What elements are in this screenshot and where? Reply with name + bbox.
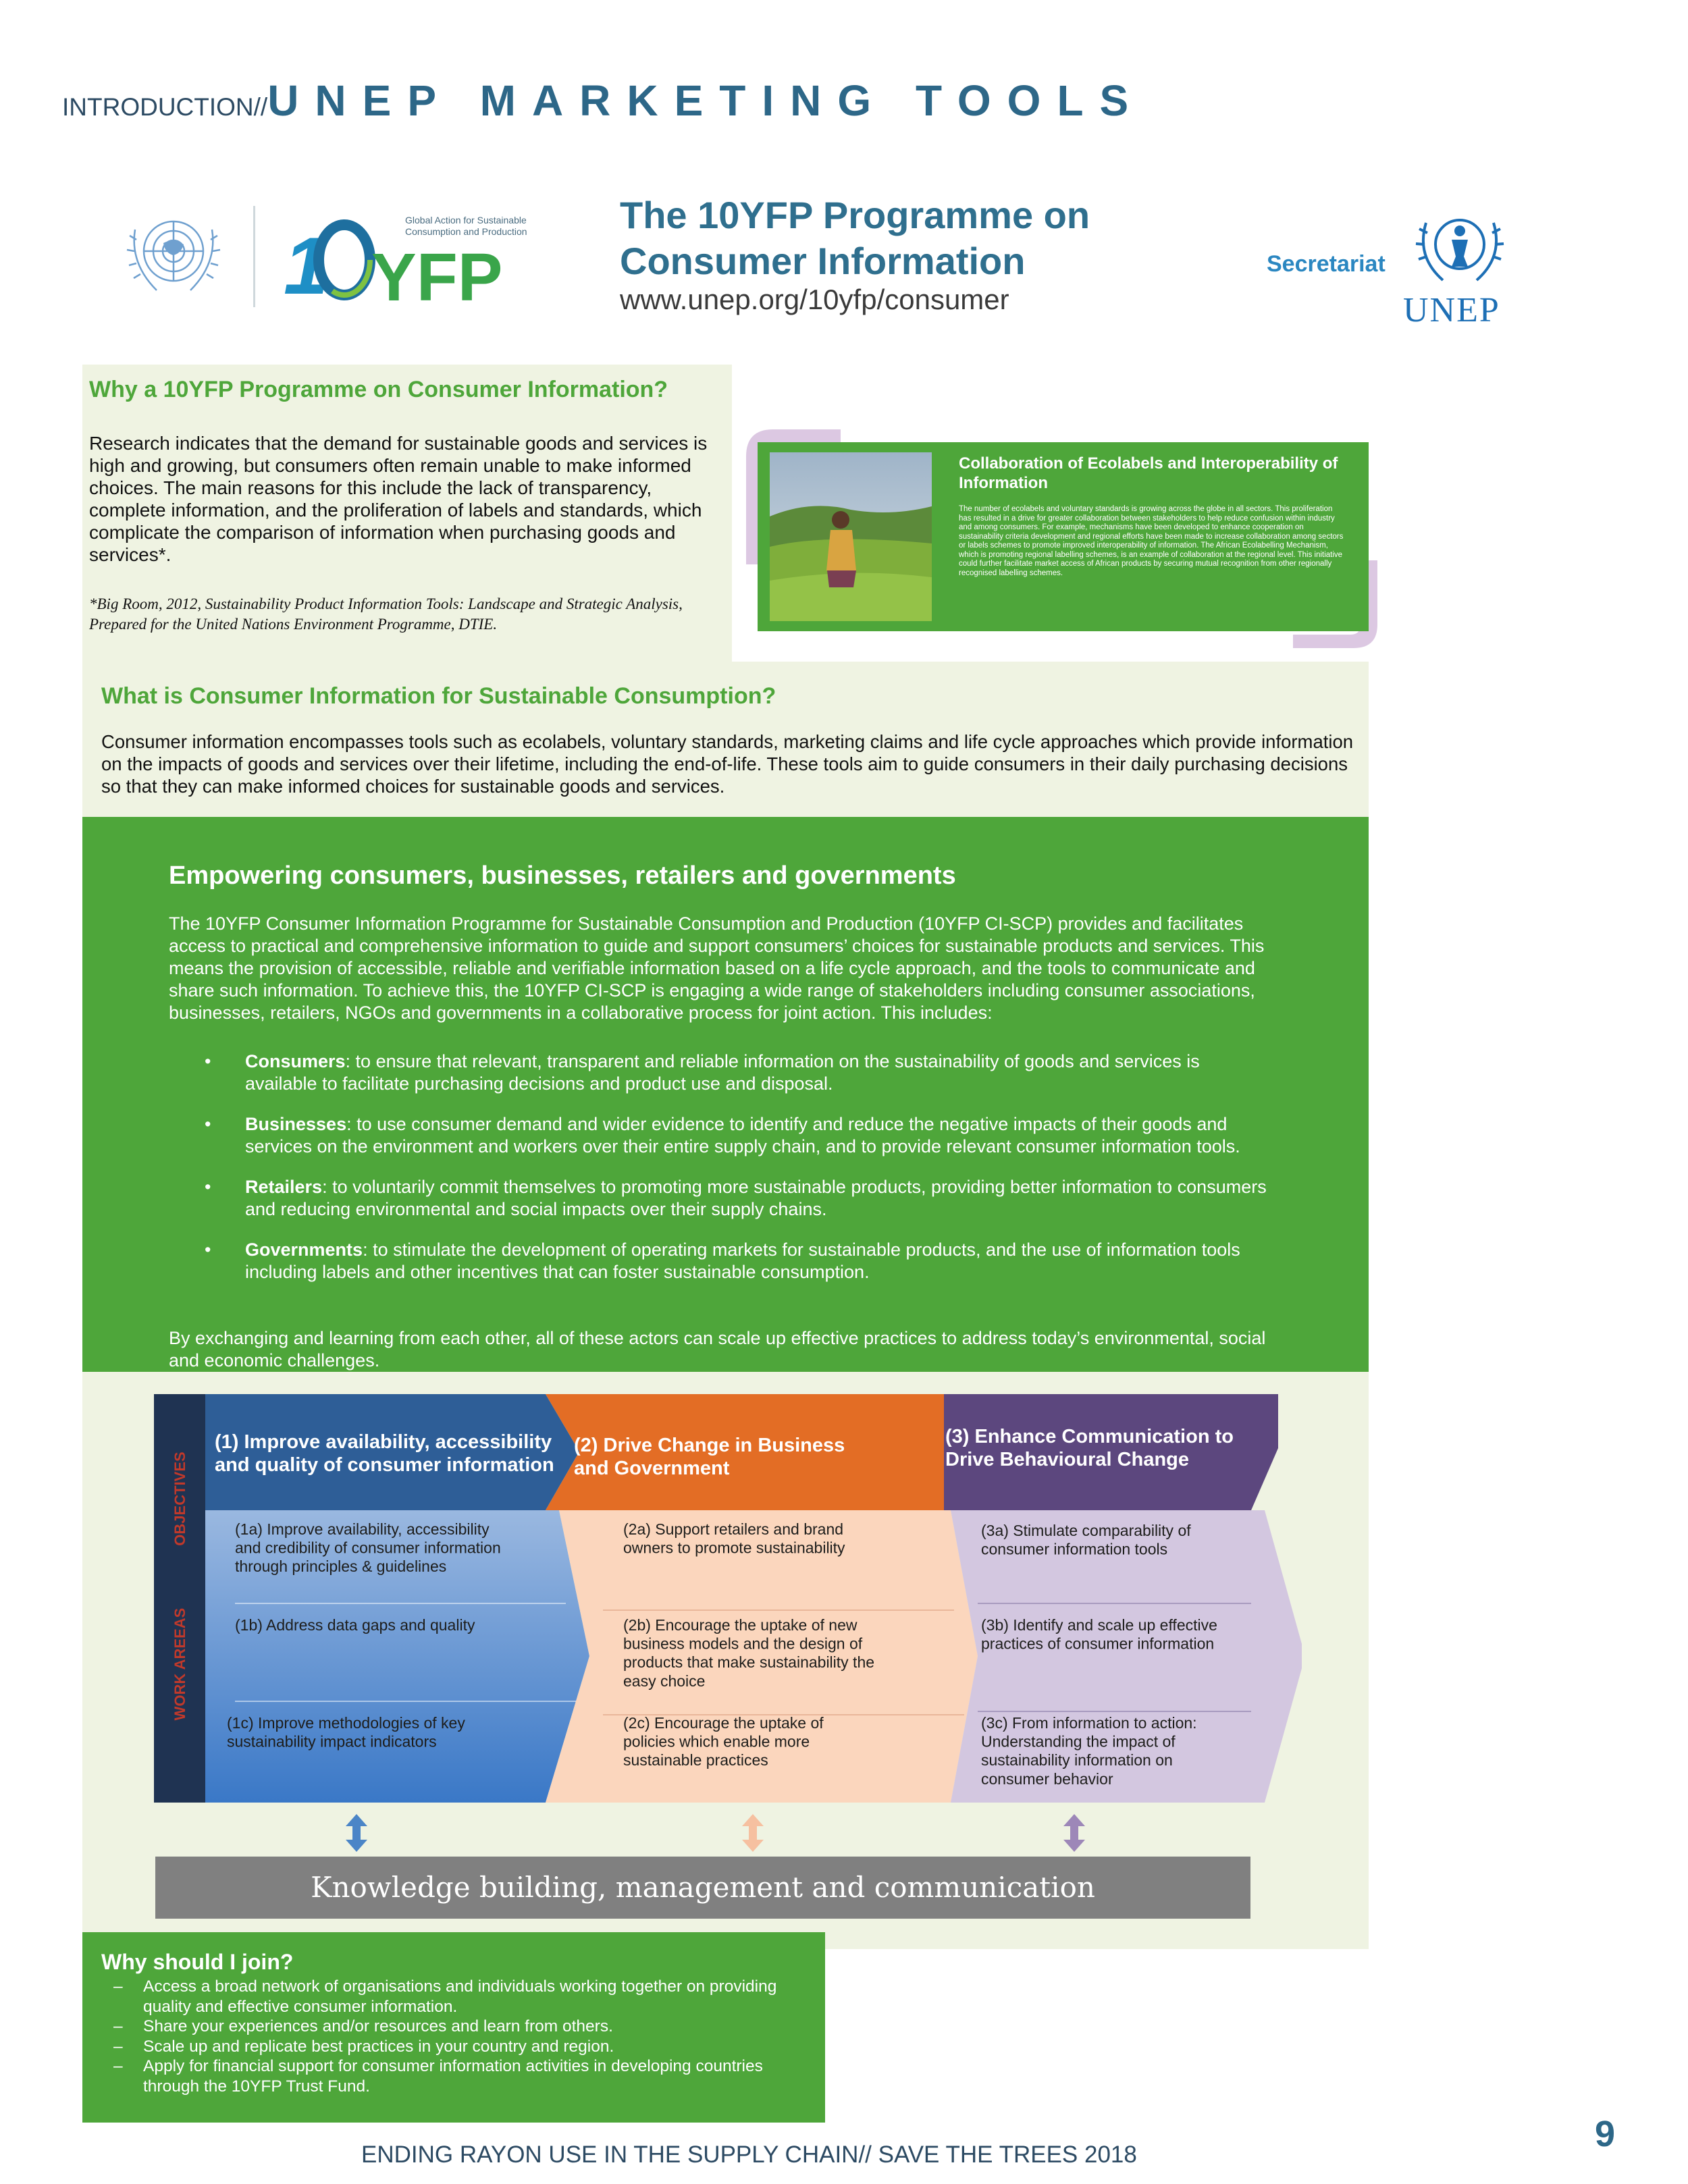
list-item: [169, 1050, 1276, 1095]
un-emblem-logo: [116, 203, 231, 311]
empowering-heading: Empowering consumers, businesses, retailers and governments: [169, 861, 956, 890]
bullet: •: [205, 1051, 211, 1071]
work-area-col3-3-line: (3c) From information to action:: [981, 1714, 1197, 1732]
svg-text:YFP: YFP: [371, 240, 503, 314]
page-header: [62, 76, 1144, 126]
work-area-col1-1-line: (1a) Improve availability, accessibility: [235, 1520, 490, 1538]
empowering-closing: By exchanging and learning from each other, all of these actors can scale up effective practices to address today’s environmental, social and economic challenges.: [169, 1328, 1266, 1370]
work-area-col1-2: [235, 1616, 475, 1634]
why-join-heading: Why should I join?: [101, 1950, 294, 1974]
stakeholder-term: Businesses: [245, 1114, 347, 1134]
stakeholder-text: : to ensure that relevant, transparent and reliable information on the sustainability of goods and services is available to facilitate purchasing decisions and product use and disposal.: [245, 1051, 1200, 1094]
objective-title-line: (3) Enhance Communication to: [945, 1426, 1234, 1447]
page-number: 9: [1595, 2114, 1616, 2154]
list-item: [101, 2037, 817, 2057]
list-item: [101, 2017, 817, 2037]
collaboration-heading: Collaboration of Ecolabels and Interoperability of Information: [959, 454, 1338, 492]
stakeholder-term: Retailers: [245, 1177, 323, 1197]
work-area-col3-3-line: consumer behavior: [981, 1769, 1113, 1788]
programme-title: [620, 192, 1090, 284]
join-item-text: Apply for financial support for consumer information activities in developing countries through the 10YFP Trust Fund.: [143, 2057, 763, 2096]
programme-url[interactable]: www.unep.org/10yfp/consumer: [620, 284, 1009, 315]
objective-title-line: and Government: [574, 1458, 730, 1479]
work-area-col2-1-line: (2a) Support retailers and brand: [623, 1520, 844, 1538]
bullet: •: [205, 1114, 211, 1134]
why-programme-heading: Why a 10YFP Programme on Consumer Information?: [89, 377, 668, 402]
dash: –: [113, 1977, 123, 1996]
list-item: [169, 1239, 1276, 1283]
stakeholder-text: : to voluntarily commit themselves to promoting more sustainable products, providing better information to consumers and reducing environmental and social impacts over their supply chains.: [245, 1177, 1267, 1219]
secretariat-label: Secretariat: [1267, 251, 1386, 277]
10yfp-tagline: Global Action for Sustainable Consumption and Production: [405, 215, 527, 237]
collaboration-body: The number of ecolabels and voluntary standards is growing across the globe in all sectors. This proliferation has resulted in a drive for greater collaboration between stakeholders to help reduce confusion within industry and among consumers. For example, mechanisms have been developed to enhance cooperation on sustainability criteria development and regional efforts have been made to increase collaboration among sectors or labels schemes to promote improved interoperability of information. The African Ecolabelling Mechanism, which is promoting regional labelling schemes, is an example of collaboration at the regional level. This initiative could further facilitate market access of African products by securing mutual recognition from other regionally recognised labelling schemes.: [959, 505, 1344, 577]
what-is-heading: What is Consumer Information for Sustainable Consumption?: [101, 683, 776, 709]
work-area-col3-1-line: (3a) Stimulate comparability of: [981, 1522, 1191, 1539]
work-area-col3-3-line: sustainability information on: [981, 1751, 1173, 1769]
list-item: [169, 1176, 1276, 1221]
header-prefix: INTRODUCTION//: [62, 93, 268, 121]
unep-emblem-logo: [1406, 203, 1514, 290]
why-programme-body: Research indicates that the demand for sustainable goods and services is high and growing, but consumers often remain unable to make informed choices. The main reasons for this include the lack of transparency, complete information, and the proliferation of labels and standards, which complicate the comparison of information when purchasing goods and services*.: [89, 433, 708, 565]
objective-title-line: Drive Behavioural Change: [945, 1449, 1189, 1470]
work-area-col2-3-line: (2c) Encourage the uptake of: [623, 1714, 824, 1732]
dash: –: [113, 2017, 123, 2035]
work-area-col2-2-line: (2b) Encourage the uptake of new: [623, 1616, 858, 1634]
work-area-col2-2-line: business models and the design of: [623, 1634, 863, 1653]
stakeholder-text: : to stimulate the development of operating markets for sustainable products, and the use of information tools including labels and other incentives that can foster sustainable consumption.: [245, 1240, 1240, 1282]
stakeholder-text: : to use consumer demand and wider evidence to identify and reduce the negative impacts of their goods and services on the environment and workers over their entire supply chain, and to provide relevant consumer information tools.: [245, 1114, 1240, 1156]
work-area-col3-1-line: consumer information tools: [981, 1540, 1168, 1558]
work-area-col2-1-line: owners to promote sustainability: [623, 1539, 845, 1557]
join-item-text: Scale up and replicate best practices in your country and region.: [143, 2037, 614, 2056]
programme-title-line2: Consumer Information: [620, 240, 1026, 282]
objectives-diagram: [154, 1394, 1302, 1853]
work-area-col2-1: [623, 1520, 845, 1557]
double-arrow-icon: [346, 1814, 367, 1852]
stakeholder-list: [169, 1050, 1276, 1302]
objective-title-line: and quality of consumer information: [215, 1454, 554, 1476]
foundation-bar: Knowledge building, management and communication: [155, 1857, 1250, 1919]
work-area-col1-3-line: (1c) Improve methodologies of key: [227, 1714, 465, 1732]
unep-wordmark: UNEP: [1403, 291, 1500, 329]
logo-divider: [253, 206, 255, 307]
list-item: [101, 2056, 817, 2096]
objective-title-line: (1) Improve availability, accessibility: [215, 1431, 552, 1453]
why-programme-citation: *Big Room, 2012, Sustainability Product Information Tools: Landscape and Strategic Analysis, Prepared for the United Nations Environment Programme, DTIE.: [89, 595, 683, 633]
list-item: [169, 1113, 1276, 1158]
work-area-col2-2-line: products that make sustainability the: [623, 1653, 875, 1672]
objectives-side-label: OBJECTIVES: [172, 1451, 188, 1546]
dash: –: [113, 2037, 123, 2056]
work-area-col2-3-line: policies which enable more: [623, 1732, 810, 1751]
list-item: [101, 1977, 817, 2017]
what-is-body: Consumer information encompasses tools such as ecolabels, voluntary standards, marketing claims and life cycle approaches which provide information on the impacts of goods and services over their lifetime, including the end-of-life. These tools aim to guide consumers in their daily purchasing decisions so that they can make informed choices for sustainable goods and services.: [101, 731, 1354, 797]
header-title: UNEP MARKETING TOOLS: [267, 76, 1145, 125]
work-area-col3-2: [981, 1616, 1217, 1653]
programme-title-line1: The 10YFP Programme on: [620, 194, 1090, 236]
svg-text:1: 1: [284, 221, 329, 311]
work-area-col2-2-line: easy choice: [623, 1672, 706, 1690]
empowering-body: The 10YFP Consumer Information Programme for Sustainable Consumption and Production (10YFP CI-SCP) provides and facilitates access to practical and comprehensive information to guide and support consumers’ choices for sustainable products and services. This means the provision of accessible, reliable and verifiable information based on a life cycle approach, and the tools to communicate and share such information. To achieve this, the 10YFP CI-SCP is engaging a wide range of stakeholders including consumer associations, businesses, retailers, NGOs and governments in a collaborative process for joint action. This includes:: [169, 913, 1265, 1023]
join-item-text: Access a broad network of organisations and individuals working together on providing quality and effective consumer information.: [143, 1977, 777, 2016]
objective-title-line: (2) Drive Change in Business: [574, 1435, 845, 1456]
bullet: •: [205, 1177, 211, 1197]
work-area-col3-1: [981, 1522, 1191, 1558]
double-arrow-icon: [1063, 1814, 1085, 1852]
page-footer: ENDING RAYON USE IN THE SUPPLY CHAIN// SAVE THE TREES 2018: [361, 2141, 1137, 2168]
tea-plantation-photo: [770, 452, 932, 621]
double-arrow-icon: [742, 1814, 764, 1852]
join-item-text: Share your experiences and/or resources and learn from others.: [143, 2017, 613, 2035]
work-area-col2-3-line: sustainable practices: [623, 1751, 768, 1769]
work-area-col1-1-line: and credibility of consumer information: [235, 1539, 501, 1557]
work-areas-side-label: WORK AREEAS: [172, 1607, 188, 1721]
work-area-col3-3-line: Understanding the impact of: [981, 1732, 1176, 1751]
why-join-list: [101, 1977, 817, 2096]
work-area-col1-2-line: (1b) Address data gaps and quality: [235, 1616, 475, 1634]
work-area-col1-3-line: sustainability impact indicators: [227, 1732, 437, 1751]
work-area-col3-2-line: (3b) Identify and scale up effective: [981, 1616, 1217, 1634]
work-area-col1-1-line: through principles & guidelines: [235, 1557, 447, 1576]
bullet: •: [205, 1240, 211, 1260]
dash: –: [113, 2057, 123, 2075]
work-area-col3-2-line: practices of consumer information: [981, 1634, 1215, 1653]
work-area-col1-3: [227, 1714, 465, 1751]
stakeholder-term: Governments: [245, 1240, 363, 1260]
stakeholder-term: Consumers: [245, 1051, 346, 1071]
